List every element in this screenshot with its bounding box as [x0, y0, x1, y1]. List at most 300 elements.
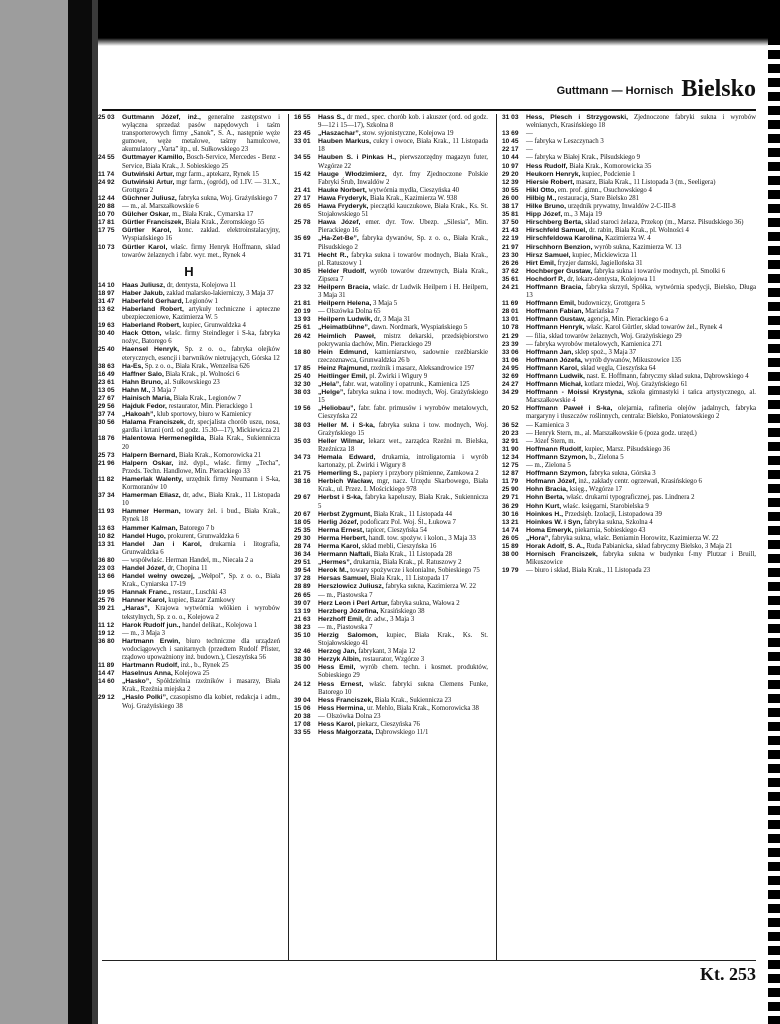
directory-entry: [502, 373, 756, 381]
entry-name: Herszlowicz Juliusz,: [318, 583, 384, 591]
directory-entry: [294, 219, 488, 235]
entry-details: szkoła gimnastyki i tańca artystycznego, al. Marszałkowskie 4: [526, 389, 756, 405]
entry-details: masarz, Biała Krak., 11 Listopada 3 (m., Seeligera): [576, 178, 716, 186]
entry-details: restaurator, Wzgórze 3: [362, 656, 425, 664]
directory-entry: [502, 494, 756, 502]
entry-details: biuro techniczne dla urządzeń wodociągowych i sanitarnych (przedtem Rudolf Pfister, rządowo upoważniony inż. budown.), Cieszyńska 56: [122, 637, 280, 661]
phone-number: 33 06: [502, 348, 519, 356]
entry-name: Hein Edmund,: [318, 348, 369, 356]
entry-name: Haselnus Anna,: [122, 670, 173, 678]
directory-entry: [98, 179, 280, 195]
entry-details: urzędnik prywatny, Inwaldów 2-C-III-8: [567, 203, 676, 211]
entry-name: „Haras”,: [122, 605, 150, 613]
entry-details: b., Zielona 5: [589, 453, 624, 461]
directory-entry: [98, 435, 280, 451]
directory-entry: [294, 373, 488, 381]
phone-number: 31 03: [502, 114, 519, 121]
phone-number: 21 75: [294, 470, 311, 478]
entry-name: Hauben Markus,: [318, 138, 372, 146]
entry-details: agencja, Min. Pierackiego 6 a: [587, 316, 669, 324]
phone-number: 13 66: [98, 573, 115, 581]
directory-entry: [98, 219, 280, 227]
entry-details: zakład malarsko-lakierniczy, 3 Maja 37: [166, 289, 274, 297]
phone-number: 39 21: [98, 605, 115, 613]
directory-entry: [502, 519, 756, 527]
phone-number: 14 74: [502, 526, 519, 534]
entry-name: Hess Rudolf,: [526, 162, 568, 170]
directory-entry: [98, 195, 280, 203]
entry-name: „Hasko”,: [122, 678, 152, 686]
directory-entry: [502, 146, 756, 154]
page-header: [438, 76, 756, 108]
entry-details: — fabryka w Leszczynach 3: [526, 138, 604, 146]
entry-name: Heller Wilmar,: [318, 437, 365, 445]
phone-number: 21 41: [294, 186, 311, 194]
directory-entry: [294, 422, 488, 438]
directory-entry: [502, 179, 756, 187]
directory-entry: [502, 567, 756, 575]
entry-details: podoficarz Pol. Woj. Śl., Łukowa 7: [360, 518, 456, 526]
phone-number: 28 01: [502, 308, 519, 316]
entry-details: Spółdzielnia rzeźników i masarzy, Biała Krak., Rzeźnia miejska 2: [122, 678, 280, 694]
directory-entry: [294, 527, 488, 535]
directory-entry: [98, 282, 280, 290]
directory-entry: [502, 235, 756, 243]
directory-entry: [502, 211, 756, 219]
entry-details: dr, adw., Biała Krak., 11 Listopada 10: [122, 492, 280, 508]
phone-number: 22 19: [502, 235, 519, 243]
phone-number: 24 27: [502, 381, 519, 389]
phone-number: 11 74: [98, 170, 115, 178]
directory-entry: [502, 341, 756, 349]
entry-details: Dąbrowskiego 11/1: [375, 729, 429, 737]
entry-name: Haberland Robert,: [122, 322, 181, 330]
phone-number: 17 81: [98, 219, 115, 227]
phone-number: 17 08: [294, 721, 311, 729]
directory-entry: [98, 403, 280, 411]
phone-number: 28 89: [294, 583, 311, 591]
directory-entry: [502, 130, 756, 138]
directory-entry: [294, 535, 488, 543]
directory-entry: [294, 681, 488, 697]
entry-details: kupiec, Marsz. Piłsudskiego 36: [584, 445, 670, 453]
entry-details: restauracja, Stare Bielsko 281: [557, 194, 640, 202]
entry-name: Hess Ernest,: [318, 680, 364, 688]
phone-number: 23 30: [502, 251, 519, 259]
entry-details: — Olszówka Dolna 65: [318, 308, 381, 316]
entry-details: — m., Piastowska 7: [318, 591, 373, 599]
phone-number: 25 35: [294, 526, 311, 534]
directory-entry: [502, 454, 756, 462]
directory-entry: [502, 195, 756, 203]
phone-number: 31 06: [502, 356, 519, 364]
phone-number: 21 81: [294, 300, 311, 308]
entry-name: Herma Herbert,: [318, 534, 368, 542]
phone-number: 36 29: [502, 502, 519, 510]
directory-entry: [98, 395, 280, 403]
phone-number: 12 87: [502, 470, 519, 478]
directory-entry: [294, 454, 488, 470]
phone-number: 35 03: [294, 437, 311, 445]
entry-details: Biała Krak., Komorowicka 21: [178, 451, 261, 459]
entry-name: Hirschberg Berta,: [526, 219, 584, 227]
entry-details: Biała Krak., Kazimierza W. 938: [369, 194, 457, 202]
entry-name: Hawa Fryderyk,: [318, 194, 369, 202]
entry-name: Hoffmann Szymon,: [526, 470, 588, 478]
directory-entry: [294, 365, 488, 373]
entry-details: Bosch-Service, Mercedes - Benz - Service, Biała Krak., J. Sobieskiego 25: [122, 154, 281, 170]
phone-number: 37 28: [294, 575, 311, 583]
directory-entry: [294, 656, 488, 664]
entry-name: Hammer Kalman,: [122, 524, 178, 532]
phone-number: 21 97: [502, 243, 519, 251]
directory-entry: [98, 541, 280, 557]
directory-entry: [502, 171, 756, 179]
directory-entry: [98, 589, 280, 597]
directory-entry: [294, 405, 488, 421]
phone-number: 32 30: [294, 381, 311, 389]
entry-details: piekarz, Cieszyńska 76: [357, 721, 420, 729]
phone-number: 25 40: [294, 373, 311, 380]
directory-entry: [294, 284, 488, 300]
entry-name: Haberland Robert,: [122, 305, 184, 313]
directory-entry: [98, 379, 280, 387]
entry-name: Hersas Samuel,: [318, 575, 369, 583]
phone-number: 21 96: [98, 459, 115, 467]
entry-details: olejarnia, rafineria olejów jadalnych, fabryka margaryny i tłuszczów roślinnych, centrala: Bielsko, Poniatowskiego 2: [526, 405, 756, 421]
phone-number: 29 30: [294, 534, 311, 542]
entry-name: Helder Rudolf,: [318, 267, 367, 275]
directory-entry: [98, 678, 280, 694]
directory-entry: [502, 535, 756, 543]
directory-entry: [502, 114, 756, 130]
entry-name: Hahn M.,: [122, 386, 151, 394]
entry-details: pierwszorzędny magazyn futer, Wzgórze 22: [318, 154, 489, 170]
entry-name: Hartmann Rudolf,: [122, 662, 180, 670]
entry-name: Heilpern Helena,: [318, 300, 372, 308]
directory-entry: [294, 543, 488, 551]
directory-entry: [294, 583, 488, 591]
directory-entry: [98, 290, 280, 298]
phone-number: 19 63: [98, 322, 115, 330]
entry-name: „Hora”,: [526, 534, 551, 542]
phone-number: 10 73: [98, 243, 115, 251]
footer-rule: [102, 960, 756, 961]
entry-details: — m., al. Marszałkowskie 6: [122, 203, 199, 211]
entry-name: Hoffmann Fabian,: [526, 308, 584, 316]
directory-entry: [294, 268, 488, 284]
phone-number: 21 63: [294, 615, 311, 623]
phone-number: 35 69: [294, 235, 311, 243]
directory-entry: [294, 195, 488, 203]
entry-name: Hack Otton,: [122, 330, 162, 338]
entry-name: Halentowa Hermenegilda,: [122, 435, 207, 443]
directory-entry: [98, 460, 280, 476]
phone-number: 34 73: [294, 453, 311, 461]
directory-entry: [294, 648, 488, 656]
phone-number: 37 62: [502, 267, 519, 275]
entry-details: fabryka dywanów, Sp. z o. o., Biała Krak., Piłsudskiego 2: [318, 235, 488, 251]
entry-name: Hoffmann Jan,: [526, 348, 574, 356]
phone-number: 10 70: [98, 211, 115, 219]
phone-number: 16 55: [294, 114, 311, 121]
directory-entry: [98, 662, 280, 670]
entry-details: — filia, skład towarów żelaznych, Woj. Grażyńskiego 29: [526, 332, 682, 340]
entry-name: Hess, Plesch i Strzygowski,: [526, 114, 628, 121]
entry-name: Heinz Rajmund,: [318, 364, 369, 372]
entry-details: fabryka sukna, Wałowa 2: [390, 599, 460, 607]
directory-entry: [502, 333, 756, 341]
entry-details: Legionów 1: [185, 297, 218, 305]
directory-entry: [294, 697, 488, 705]
directory-entry: [502, 486, 756, 494]
entry-name: Hecht R.,: [318, 251, 349, 259]
directory-entry: [294, 705, 488, 713]
entry-details: dr, dentysta, Kolejowa 11: [166, 281, 237, 289]
phone-number: 31 71: [294, 251, 311, 259]
phone-number: 32 69: [502, 373, 519, 380]
entry-details: — Kamienica 3: [526, 421, 570, 429]
directory-entry: [502, 527, 756, 535]
entry-details: kupiec, Mickiewicza 11: [572, 251, 638, 259]
entry-details: budowniczy, Grottgera 5: [577, 300, 645, 308]
entry-details: fabryka skrzyń, Spółka, wytwórnia spedycji, Bielsko, Długa 13: [526, 283, 756, 300]
entry-name: Hofmann Józef,: [526, 478, 577, 486]
entry-details: — Henryk Stern, m., al. Marszałkowskie 6 (poza godz. urzęd.): [526, 429, 697, 437]
entry-details: inż., b., Rynek 25: [180, 662, 229, 670]
phone-number: 13 69: [502, 130, 519, 138]
entry-details: dawn. Nordmark, Wyspiańskiego 5: [371, 324, 468, 332]
phone-number: 21 43: [502, 227, 519, 235]
phone-number: 33 55: [294, 729, 311, 737]
phone-number: 29 51: [294, 559, 311, 567]
entry-details: fabryka sukna i tow. modnych, Woj. Grażyńskiego 15: [318, 389, 488, 405]
phone-number: 36 80: [98, 556, 115, 564]
directory-entry: [294, 324, 488, 332]
phone-number: 29 20: [502, 170, 519, 178]
directory-entry: [502, 422, 756, 430]
entry-name: Herzhoff Emil,: [318, 615, 364, 623]
page-number: Kt. 253: [700, 964, 756, 984]
entry-name: Hannak Franc.,: [122, 589, 171, 597]
entry-details: 3 Maja 5: [372, 300, 398, 308]
phone-number: 26 00: [502, 194, 519, 202]
phone-number: 26 42: [294, 332, 311, 340]
phone-number: 27 67: [98, 395, 115, 402]
entry-details: al. Sułkowskiego 23: [164, 378, 220, 386]
directory-entry: [294, 729, 488, 737]
entry-details: dr med., spec. chorób kob. i akuszer (ord. od godz. 9—12 i 15—17), Szkolna 8: [318, 114, 489, 130]
scan-right-edge: [768, 36, 780, 1024]
column-divider-2: [496, 114, 497, 960]
phone-number: 25 03: [98, 114, 115, 121]
phone-number: 11 69: [502, 300, 519, 308]
entry-details: nast. E. Hoffmann, fabryczny skład sukna, Dąbrowskiego 4: [586, 373, 749, 380]
phone-number: 25 40: [98, 346, 115, 354]
phone-number: 13 19: [294, 607, 311, 615]
phone-number: 13 93: [294, 316, 311, 324]
directory-entry: [502, 349, 756, 357]
phone-number: 25 78: [294, 219, 311, 227]
entry-details: dr, lekarz-dentysta, Kolejowa 11: [567, 275, 656, 283]
directory-entry: [294, 600, 488, 608]
entry-details: Biała Krak., Komorowicka 35: [569, 162, 652, 170]
entry-name: Hess Franciszek,: [318, 696, 374, 704]
entry-details: papiery i przybory piśmienne, Zamkowa 2: [363, 470, 479, 478]
phone-number: 19 95: [98, 589, 115, 597]
entry-details: właśc. drukarni typograficznej, pas. Lindnera 2: [566, 494, 695, 502]
entry-details: fabryka kapeluszy, Biała Krak., Sukiennicza 5: [318, 494, 488, 510]
directory-entry: [502, 324, 756, 332]
entry-name: Hoffmann Bracia,: [526, 283, 584, 291]
entry-details: właśc. księgarni, Starobielska 9: [562, 502, 649, 510]
phone-number: 39 07: [294, 599, 311, 607]
phone-number: 11 93: [98, 508, 115, 516]
directory-entry: [294, 308, 488, 316]
entry-name: Hoffmann Paweł i S-ka,: [526, 405, 613, 413]
entry-details: —: [526, 130, 533, 138]
entry-name: Hawa Józef,: [318, 219, 361, 227]
directory-entry: [98, 622, 280, 630]
directory-entry: [98, 525, 280, 533]
phone-number: 29 56: [98, 403, 115, 411]
entry-name: Herbst i S-ka,: [318, 494, 363, 502]
entry-name: Hoffmann - Moissi Krystyna,: [526, 389, 624, 397]
directory-entry: [502, 260, 756, 268]
entry-name: Halama Franciszek,: [122, 419, 186, 427]
directory-entry: [294, 519, 488, 527]
directory-entry: [98, 227, 280, 243]
entry-name: Hirsz Samuel,: [526, 251, 571, 259]
phone-number: 13 05: [98, 386, 115, 394]
entry-details: dr, 3 Maja 31: [374, 316, 411, 324]
entry-name: Hochberger Gustaw,: [526, 267, 593, 275]
entry-name: Hikl Otto,: [526, 186, 557, 194]
directory-entry: [502, 543, 756, 551]
entry-name: Heimlich Paweł,: [318, 332, 376, 340]
entry-details: inż., zakłady centr. ogrzewań, Krasińskiego 6: [578, 478, 702, 486]
entry-name: Hornisch Franciszek,: [526, 551, 598, 559]
phone-number: 22 17: [502, 146, 519, 154]
directory-entry: [294, 381, 488, 389]
directory-entry: [294, 171, 488, 187]
entry-name: Hochdorf P.,: [526, 275, 566, 283]
entry-details: wyrób sukna, Kazimierza W. 13: [594, 243, 682, 251]
entry-details: cukry i owoce, Biała Krak., 11 Listopada 18: [318, 138, 488, 154]
entry-name: Hess Karol,: [318, 721, 356, 729]
entry-details: Biała Krak., Sukiennicza 20: [122, 435, 280, 451]
scan-grey-margin: [0, 0, 68, 1024]
phone-number: 10 45: [502, 138, 519, 146]
entry-name: Handel wełny owczej,: [122, 573, 195, 581]
entry-name: Hammer Herman,: [122, 508, 181, 516]
directory-entry: [294, 551, 488, 559]
directory-entry: [98, 476, 280, 492]
entry-name: Gutwiński Artur,: [122, 178, 175, 186]
entry-details: Zjednoczone fabryki sukna i wyrobów wełnianych, Krasińskiego 18: [526, 114, 757, 130]
phone-number: 14 47: [98, 670, 115, 678]
entry-details: fabryka sukna i tow. modnych, Woj. Grażyńskiego 15: [318, 421, 488, 437]
entry-name: Hiersie Robert,: [526, 178, 575, 186]
entry-details: kupiec, Podcienie 1: [582, 170, 636, 178]
header-name-range: Guttmann — Hornisch: [556, 85, 674, 97]
entry-details: generalne zastępstwo i wyłączna sprzedaż pasów napędowych i taśm transporterowych firmy „Sanok”, S. A., następnie węże gumowe, węże metalowe, taśmy hamulcowe, akumulatory „Varta” itp., ul. Sułkowskiego 23: [122, 114, 280, 154]
entry-details: Krasińskiego 38: [380, 607, 425, 615]
entry-name: Herzberg Józefina,: [318, 607, 379, 615]
phone-number: 31 47: [98, 297, 115, 305]
phone-number: 28 74: [294, 542, 311, 550]
directory-entry: [502, 405, 756, 421]
directory-entry: [502, 470, 756, 478]
entry-name: Gürtler Karol,: [122, 227, 172, 235]
column-2: [294, 114, 488, 737]
entry-name: „Heimatbühne”,: [318, 324, 370, 332]
directory-entry: [294, 438, 488, 454]
entry-details: dr. adw., 3 Maja 3: [365, 615, 415, 623]
entry-details: inż. dypl., właśc. firmy „Techa”, Przeds. Techn. Handlowe, Min. Pierackiego 33: [122, 459, 280, 475]
entry-name: Hohn Kurt,: [526, 502, 562, 510]
entry-name: Haas Juliusz,: [122, 281, 166, 289]
entry-name: Ha-Es,: [122, 362, 144, 370]
phone-number: 24 12: [294, 680, 311, 688]
entry-name: Hoffmann Gustaw,: [526, 316, 586, 324]
phone-number: 29 12: [98, 694, 115, 702]
entry-details: Biała Krak., pl. Wolności 6: [165, 370, 240, 378]
phone-number: 23 03: [98, 564, 115, 572]
phone-number: 24 92: [98, 178, 115, 186]
phone-number: 17 75: [98, 227, 115, 235]
directory-entry: [98, 154, 280, 170]
entry-name: Hess Hermina,: [318, 704, 366, 712]
phone-number: 38 17: [502, 203, 519, 211]
phone-number: 24 55: [98, 154, 115, 162]
phone-number: 38 63: [98, 362, 115, 370]
phone-number: 20 38: [294, 712, 311, 720]
entry-details: „Wełpol”, Sp. z o. o., Biała Krak., Cyniarska 17-19: [122, 573, 281, 589]
directory-entry: [502, 154, 756, 162]
directory-entry: [98, 565, 280, 573]
directory-page: [98, 46, 762, 1024]
phone-number: 26 05: [502, 534, 519, 542]
phone-number: 38 03: [294, 389, 311, 397]
column-1: [98, 114, 280, 711]
directory-entry: [294, 664, 488, 680]
entry-details: mgr farm., (ogród), od 1.IV. — 31.X., Grottgera 2: [122, 178, 280, 194]
entry-details: fabryka sukna i towarów modnych, Biała Krak., pl. Ratuszowy 1: [318, 251, 488, 267]
entry-details: fabryka sukna w budynku f-my Plutzar i Bruill, Mikuszowice: [526, 551, 756, 567]
entry-details: mistrz dekarski, przedsiębiorstwo pokrywania dachów, Min. Pierackiego 29: [318, 332, 488, 348]
entry-name: Homa Emeryk,: [526, 526, 574, 534]
directory-entry: [294, 616, 488, 624]
phone-number: 23 61: [98, 378, 115, 386]
phone-number: 38 00: [502, 551, 519, 559]
phone-number: 25 90: [502, 486, 519, 494]
directory-entry: [502, 430, 756, 438]
entry-details: dr. rabin, Biała Krak., pl. Wolności 4: [588, 227, 689, 235]
directory-entry: [294, 187, 488, 195]
entry-name: „Haslo Polki”,: [122, 694, 168, 702]
phone-number: 12 34: [502, 453, 519, 461]
phone-number: 18 76: [98, 435, 115, 443]
entry-name: „Hermes”,: [318, 559, 352, 567]
entry-details: — m., Zielona 5: [526, 462, 571, 470]
entry-details: — współwłaśc. Herman Handel, m., Niecała 2 a: [122, 556, 254, 564]
entry-details: restaurator, Min. Pierackiego 1: [168, 403, 253, 411]
directory-entry: [502, 438, 756, 446]
directory-entry: [294, 203, 488, 219]
entry-name: Hemerling S.,: [318, 470, 362, 478]
entry-name: Herma Ernest,: [318, 526, 365, 534]
